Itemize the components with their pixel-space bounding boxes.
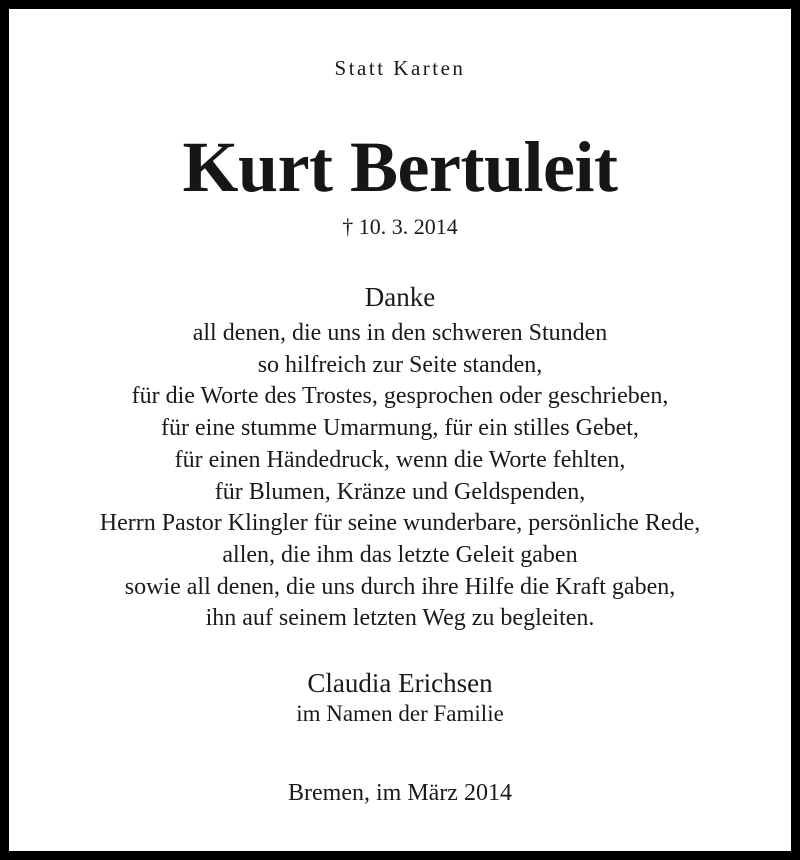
- thanks-heading: Danke: [364, 282, 436, 312]
- place-date: Bremen, im März 2014: [288, 780, 512, 806]
- signer-note: im Namen der Familie: [296, 701, 504, 726]
- body-line: Herrn Pastor Klingler für seine wunderbare, persönliche Rede,: [99, 510, 701, 537]
- body-line: ihn auf seinem letzten Weg zu begleiten.: [205, 605, 595, 632]
- body-line: allen, die ihm das letzte Geleit gaben: [222, 541, 578, 568]
- deceased-name: Kurt Bertuleit: [182, 127, 618, 207]
- signer-name: Claudia Erichsen: [307, 668, 493, 698]
- body-line: für eine stumme Umarmung, für ein stilles Gebet,: [161, 415, 639, 442]
- header-text: Statt Karten: [334, 56, 466, 80]
- thanks-body: [9, 318, 791, 635]
- body-line: für einen Händedruck, wenn die Worte fehlten,: [174, 446, 626, 473]
- death-date: † 10. 3. 2014: [342, 214, 458, 239]
- body-line: all denen, die uns in den schweren Stunden: [192, 320, 608, 346]
- body-line: so hilfreich zur Seite standen,: [257, 351, 543, 378]
- body-line: für die Worte des Trostes, gesprochen oder geschrieben,: [131, 383, 669, 410]
- body-line: sowie all denen, die uns durch ihre Hilfe die Kraft gaben,: [124, 573, 676, 600]
- body-line: für Blumen, Kränze und Geldspenden,: [214, 478, 586, 505]
